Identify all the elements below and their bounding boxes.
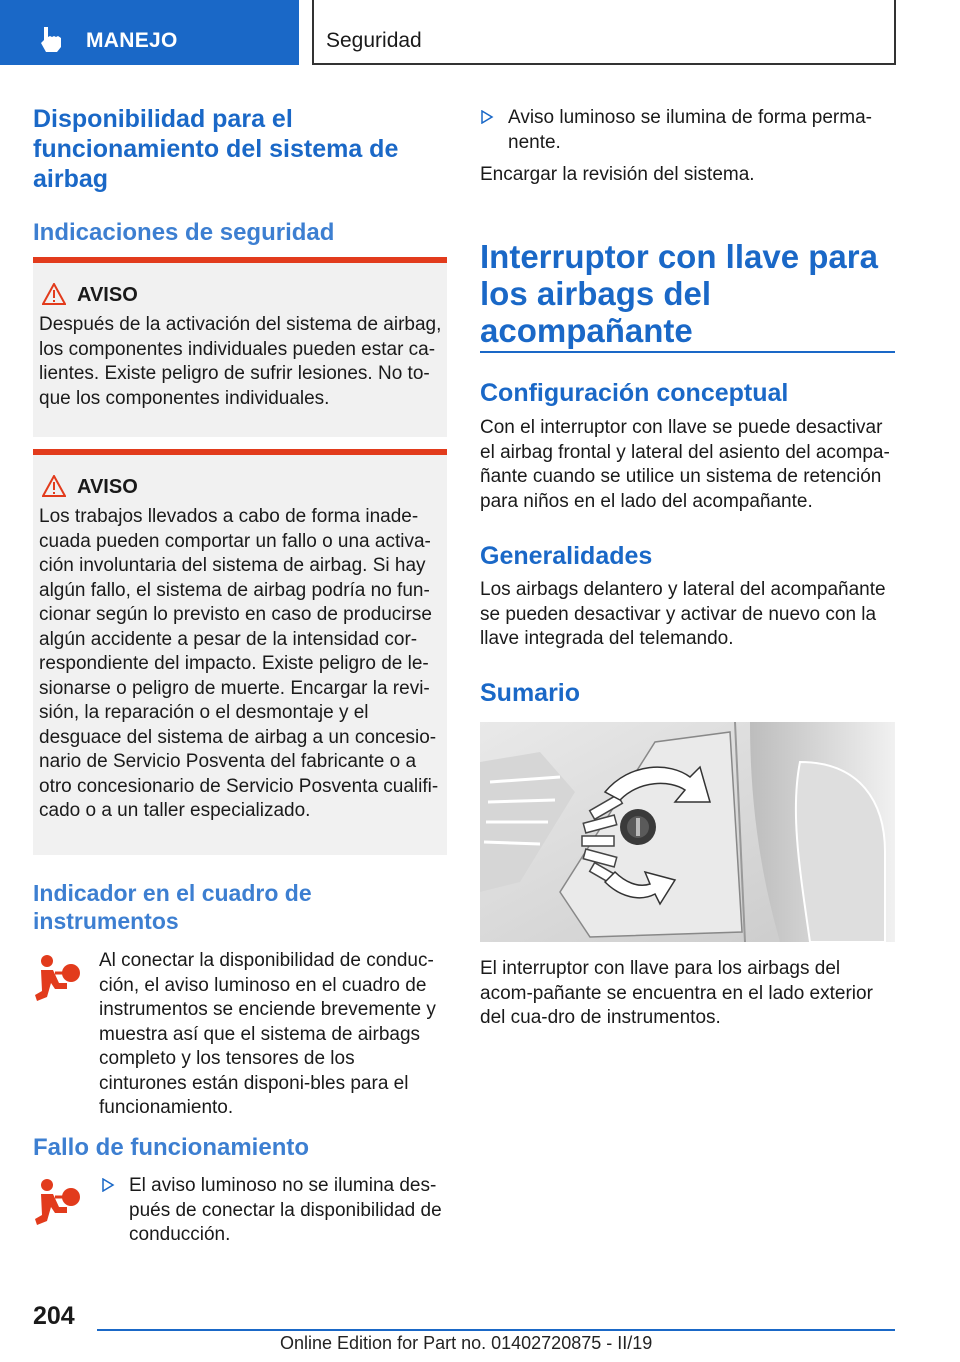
key-switch-illustration	[480, 722, 895, 942]
summary-heading: Sumario	[480, 679, 581, 707]
title-underline	[480, 351, 895, 353]
fault-bullet-text: Aviso luminoso se ilumina de forma perma-nente.	[508, 107, 872, 153]
section-tab[interactable]	[0, 0, 299, 65]
edition-note: Online Edition for Part no. 01402720875 - II/19	[280, 1333, 653, 1353]
switch-title: Interruptor con llave para los airbags del acompañante	[480, 238, 878, 349]
chapter-header	[312, 0, 896, 65]
summary-text: El interruptor con llave para los airbags del acom-pañante se encuentra en el lado exterior del cua-dro de instrumentos.	[480, 958, 873, 1028]
warning-text: Después de la activación del sistema de airbag, los componentes individuales pueden estar ca-lientes. Existe peligro de sufrir lesiones. No to-que los componentes individuales.	[39, 314, 442, 409]
footer-rule	[97, 1329, 895, 1331]
warning-text: Los trabajos llevados a cabo de forma inade-cuada pueden comportar un fallo o una activa-ción involuntaria del sistema de airbag. Si hay algún fallo, el sistema de airbag podría no fun-cionar según lo previsto en caso de producirse algún accidente a pesar de la intensidad cor-respondiente del impacto. Existe peligro de le-sionarse o peligro de muerte. Encargar la revi-sión, la reparación o el desmontaje y el desguace del sistema de airbag a un concesio-nario de Servicio Posventa del fabricante o a otro concesionario de Servicio Posventa cualifi-cado o a un taller especializado.	[39, 506, 439, 821]
indicator-text-first	[99, 949, 444, 1121]
general-text: Los airbags delantero y lateral del acompañante se pueden desactivar y activar de nuevo con la llave integrada del telemando.	[480, 579, 886, 649]
fault-action: Encargar la revisión del sistema.	[480, 164, 755, 185]
page-number: 204	[33, 1302, 75, 1330]
concept-text: Con el interruptor con llave se puede desactivar el airbag frontal y lateral del asiento del acompa-ñante cuando se utilice un sistema de retención para niños en el lado del acompañante.	[480, 417, 890, 512]
airbag-warning-icon	[33, 953, 81, 1005]
chapter-title: Seguridad	[326, 29, 422, 52]
warning-box-2	[33, 449, 447, 855]
warning-triangle-icon	[42, 283, 66, 305]
indicator-text: Al conectar la disponibilidad de conduc-ción, el aviso luminoso en el cuadro de instrumentos se enciende brevemente y muestra así que el sistema de airbags completo y los tensores de los cinturones están disponi-bles para el funcionamiento.	[99, 950, 436, 1118]
hand-pointer-icon	[38, 25, 66, 53]
bullet-triangle-icon	[480, 110, 494, 124]
indicator-heading: Indicador en el cuadro de instrumentos	[33, 880, 312, 934]
section-tab-label: MANEJO	[86, 29, 178, 52]
airbag-warning-icon	[33, 1177, 81, 1229]
warning-triangle-icon	[42, 475, 66, 497]
warning-label: AVISO	[77, 284, 138, 306]
concept-heading: Configuración conceptual	[480, 379, 789, 407]
warning-box-1	[33, 257, 447, 437]
fault-bullet-text: El aviso luminoso no se ilumina des-pués de conectar la disponibilidad de conducción.	[129, 1175, 442, 1245]
warning-label: AVISO	[77, 476, 138, 498]
general-heading: Generalidades	[480, 542, 653, 570]
safety-heading: Indicaciones de seguridad	[33, 219, 335, 246]
fault-heading: Fallo de funcionamiento	[33, 1134, 310, 1161]
bullet-triangle-icon	[101, 1178, 115, 1192]
section-title: Disponibilidad para el funcionamiento del sistema de airbag	[33, 105, 399, 193]
